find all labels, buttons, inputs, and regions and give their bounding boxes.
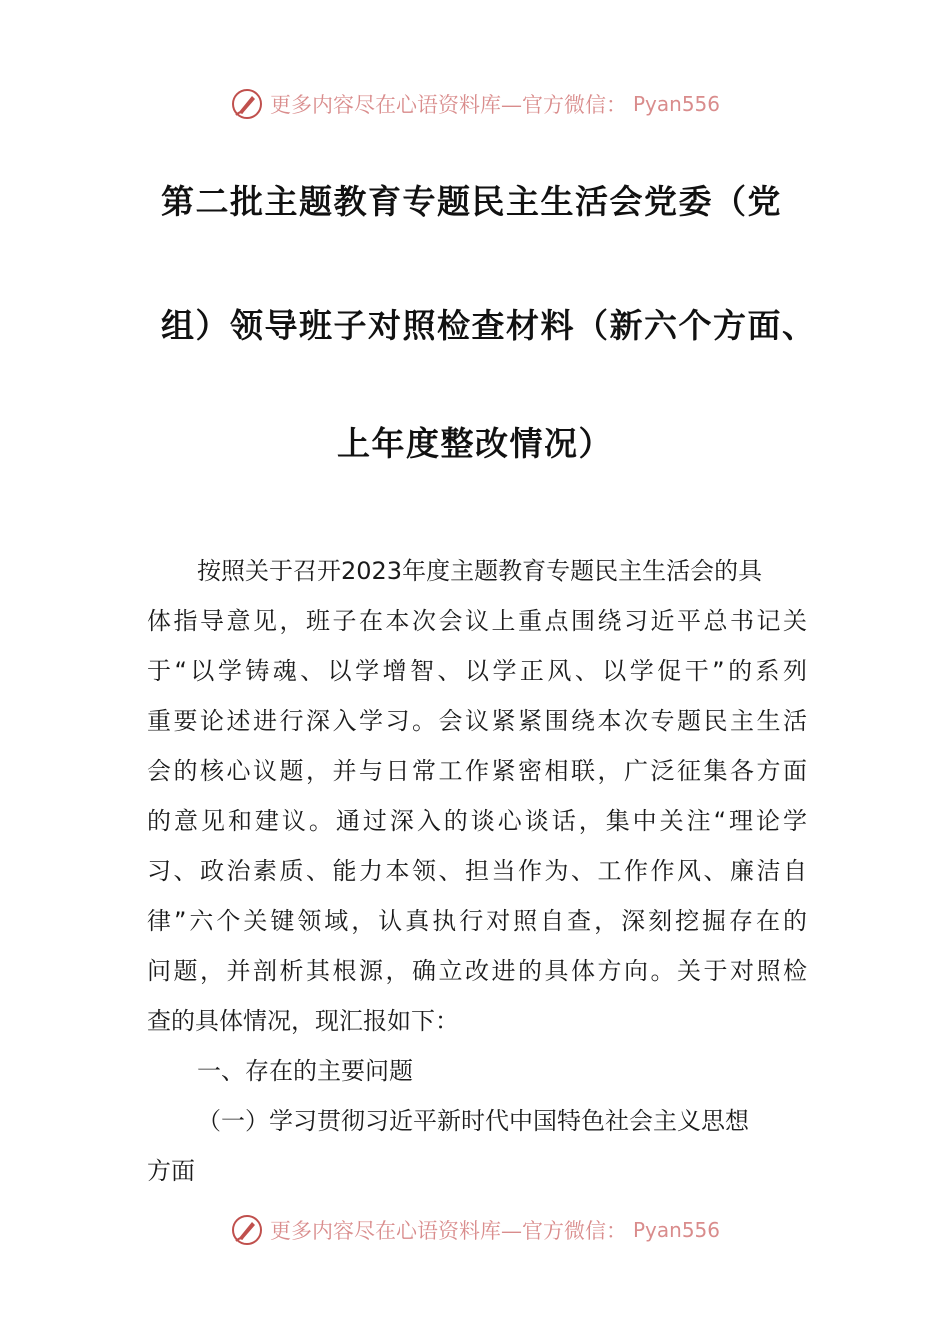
subsection-heading-continued: 方面 [147,1157,195,1185]
pen-circle-logo-icon [230,87,264,121]
subsection-heading: （一）学习贯彻习近平新时代中国特色社会主义思想 [197,1107,749,1135]
paragraph-line: 重要论述进行深入学习。会议紧紧围绕本次专题民主生活 [147,707,807,735]
paragraph-line: 的意见和建议。通过深入的谈心谈话，集中关注“理论学 [147,807,807,835]
paragraph-line: 按照关于召开2023年度主题教育专题民主生活会的具 [197,557,763,585]
banner-wechat-id: Pyan556 [632,92,720,116]
doc-title-line-1: 第二批主题教育专题民主生活会党委（党 [161,182,782,221]
header-watermark-banner [0,86,950,122]
banner-text: 更多内容尽在心语资料库—官方微信： [269,93,627,117]
footer-watermark-banner [0,1212,950,1248]
paragraph-line: 体指导意见，班子在本次会议上重点围绕习近平总书记关 [147,607,807,635]
paragraph-line: 习、政治素质、能力本领、担当作为、工作作风、廉洁自 [147,857,807,885]
paragraph-line: 问题，并剖析其根源，确立改进的具体方向。关于对照检 [147,957,807,985]
paragraph-line: 会的核心议题，并与日常工作紧密相联，广泛征集各方面 [147,757,807,785]
doc-title-line-2: 组）领导班子对照检查材料（新六个方面、 [161,306,817,345]
paragraph-line: 查的具体情况，现汇报如下： [147,1007,459,1035]
pen-circle-logo-icon [230,1213,264,1247]
paragraph-line: 律”六个关键领域，认真执行对照自查，深刻挖掘存在的 [147,907,807,935]
doc-title-line-3: 上年度整改情况） [337,424,613,463]
paragraph-line: 于“以学铸魂、以学增智、以学正风、以学促干”的系列 [147,657,807,685]
banner-text: 更多内容尽在心语资料库—官方微信： [269,1219,627,1243]
section-heading: 一、存在的主要问题 [197,1057,413,1085]
banner-wechat-id: Pyan556 [632,1218,720,1242]
